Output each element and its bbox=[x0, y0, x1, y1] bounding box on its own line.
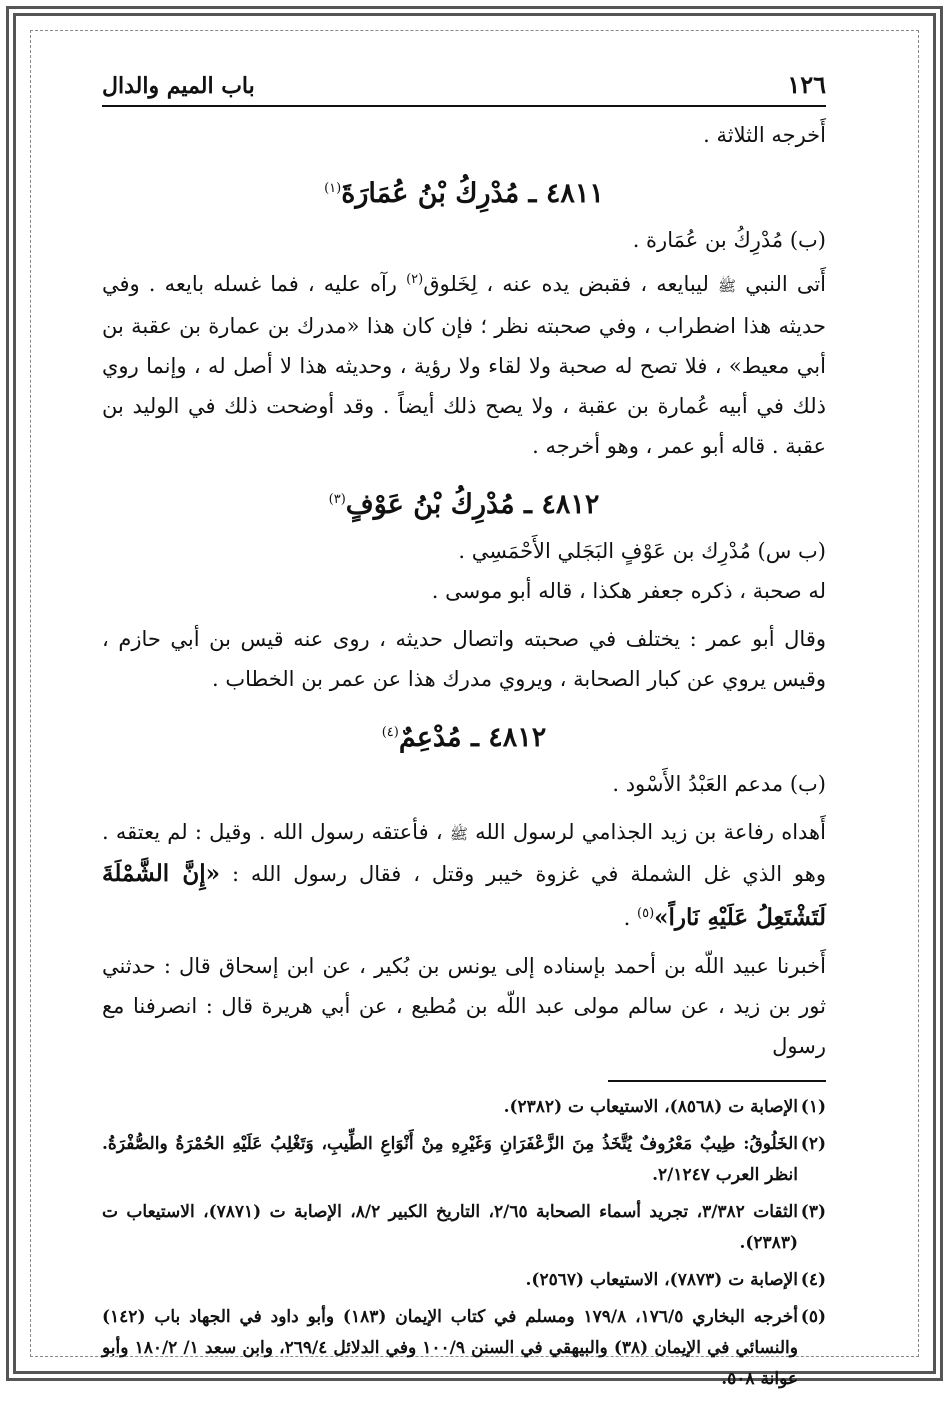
footnotes bbox=[102, 1092, 826, 1395]
hadith-quote: «إِنَّ الشَّمْلَةَ لَتَشْتَعِلُ عَلَيْهِ نَاراً» bbox=[102, 860, 826, 931]
footnote bbox=[102, 1197, 826, 1259]
footnote-number: (٤) bbox=[800, 1270, 826, 1290]
source-line: (ب) مدعم العَبْدُ الأَسْود . bbox=[612, 772, 826, 796]
entry-paragraph bbox=[102, 260, 826, 466]
entry-paragraph: له صحبة ، ذكره جعفر هكذا ، قاله أبو موسى . bbox=[431, 579, 826, 603]
paragraph-text: . bbox=[623, 906, 631, 930]
footnote-ref: (٢) bbox=[406, 272, 424, 287]
entry-title-text: ٤٨١٢ ـ مُدْرِكُ بْنُ عَوْفٍ bbox=[345, 489, 600, 520]
footnote bbox=[102, 1092, 826, 1123]
entry-title-text: ٤٨١١ ـ مُدْرِكُ بْنُ عُمَارَةَ bbox=[341, 178, 604, 209]
footnote bbox=[102, 1129, 826, 1191]
entry-title-text: ٤٨١٢ ـ مُدْعِمٌ bbox=[398, 722, 547, 753]
entry-title bbox=[102, 711, 826, 760]
paragraph-text: رآه عليه ، فما غسله بايعه . وفي حديثه هذا اضطراب ، وفي صحبته نظر ؛ فإن كان هذا «مدرك بن عمارة بن عقبة بن أبي معيط» ، فلا تصح له صحبة ولا لقاء ولا رؤية ، وحديثه هذا لا أصل له ، وإنما روي ذلك في أبيه عُمارة بن عقبة ، ولا يصح ذلك أيضاً . وقد أوضحت ذلك في الوليد بن عقبة . قاله أبو عمر ، وهو أخرجه . bbox=[102, 272, 826, 458]
footnote-text: الثقات ٣/٣٨٢، تجريد أسماء الصحابة ٢/٦٥، التاريخ الكبير ٨/٢، الإصابة ت (٧٨٧١)، الاستيعاب ت (٢٣٨٣). bbox=[102, 1202, 799, 1253]
source-line: (ب س) مُدْرِك بن عَوْفٍ البَجَلي الأَحْمَسِي . bbox=[458, 539, 826, 563]
footnote bbox=[102, 1302, 826, 1395]
running-header bbox=[102, 70, 826, 107]
footnote bbox=[102, 1265, 826, 1296]
footnote-separator bbox=[608, 1080, 826, 1082]
footnote-text: أخرجه البخاري ١٧٦/٥، ١٧٩/٨ ومسلم في كتاب الإيمان (١٨٣) وأبو داود في الجهاد باب (١٤٢) والنسائي في الإيمان (٣٨) والبيهقي في السنن ١٠٠/٩ وفي الدلائل ٢٦٩/٤، وابن سعد ١/ ١٨٠/٢ وأبو عوانة ٥٠٨. bbox=[102, 1307, 798, 1389]
entry-title bbox=[102, 478, 826, 527]
footnote-text: الخَلُوقُ: طِيبٌ مَعْرُوفٌ يُتَّخَذُ مِنَ الزَّعْفَرَانِ وَغَيْرِهِ مِنْ أَنْوَاعِ الطِّيبِ، وَتَغْلِبُ عَلَيْهِ الحُمْرَةُ والصُّفْرَةُ. انظر العرب ٢/١٢٤٧. bbox=[102, 1134, 798, 1185]
entry-paragraph: وقال أبو عمر : يختلف في صحبته واتصال حديثه ، روى عنه قيس بن أبي حازم ، وقيس يروي عن كبار الصحابة ، ويروي مدرك هذا عن عمر بن الخطاب . bbox=[102, 627, 826, 691]
paragraph-text: ، فأعتقه رسول الله . وقيل : لم يعتقه . وهو الذي غل الشملة في غزوة خيبر وقتل ، فقال رسول الله : bbox=[102, 820, 826, 886]
footnote-ref: (٤) bbox=[381, 725, 399, 740]
entry-paragraph bbox=[102, 812, 826, 938]
page-number: ١٢٦ bbox=[787, 70, 826, 99]
footnote-ref: (١) bbox=[324, 181, 342, 196]
footnote-number: (٣) bbox=[800, 1202, 826, 1222]
source-line: (ب) مُدْرِكُ بن عُمَارة . bbox=[632, 228, 826, 252]
footnote-number: (٢) bbox=[800, 1134, 826, 1154]
footnote-text: الإصابة ت (٧٨٧٣)، الاستيعاب (٢٥٦٧). bbox=[525, 1270, 798, 1290]
chapter-title: باب الميم والدال bbox=[102, 73, 255, 99]
paragraph-text: أَهداه رفاعة بن زيد الجذامي لرسول الله bbox=[475, 820, 826, 844]
footnote-number: (٥) bbox=[800, 1307, 826, 1327]
paragraph-text: ليبايعه ، فقبض يده عنه ، لِخَلوق bbox=[423, 272, 709, 296]
footnote-ref: (٣) bbox=[328, 492, 346, 507]
salla-symbol: ﷺ bbox=[718, 277, 737, 295]
paragraph-text: أَتى النبي bbox=[745, 272, 826, 296]
page-content bbox=[102, 70, 826, 1401]
footnote-text: الإصابة ت (٨٥٦٨)، الاستيعاب ت (٢٣٨٢). bbox=[503, 1097, 798, 1117]
salla-symbol: ﷺ bbox=[449, 825, 468, 843]
entry-title bbox=[102, 167, 826, 216]
footnote-number: (١) bbox=[800, 1097, 826, 1117]
opening-line: أَخرجه الثلاثة . bbox=[703, 123, 826, 147]
entry-paragraph: أَخبرنا عبيد اللّه بن أحمد بإسناده إلى يونس بن بُكير ، عن ابن إسحاق قال : حدثني ثور بن زيد ، عن سالم مولى عبد اللّه بن مُطيع ، عن أبي هريرة قال : انصرفنا مع رسول bbox=[102, 954, 826, 1058]
footnote-ref: (٥) bbox=[637, 906, 655, 921]
